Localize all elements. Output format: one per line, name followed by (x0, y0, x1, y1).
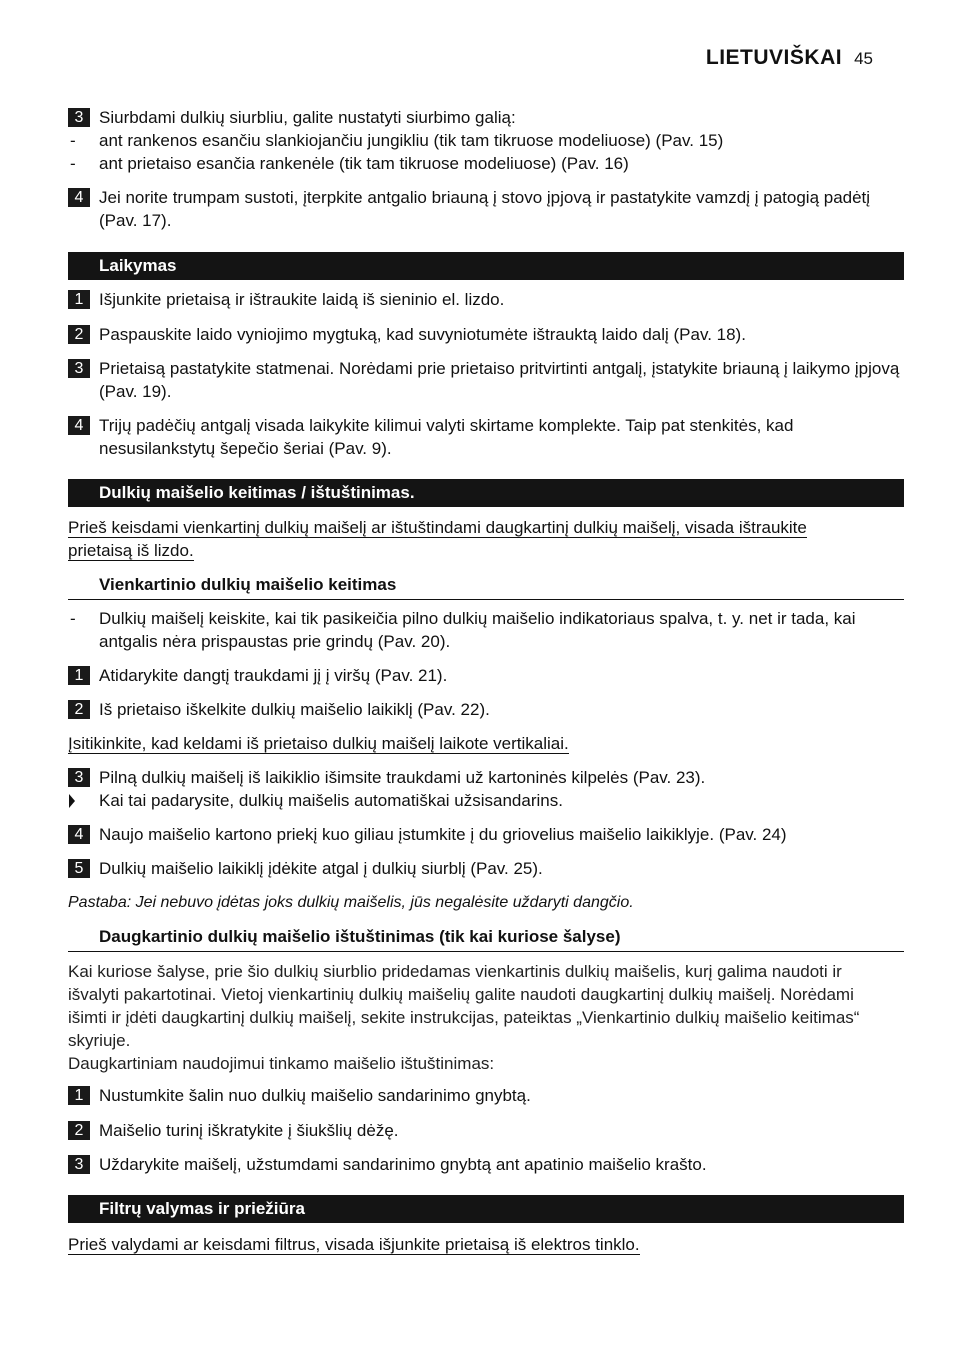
page-number: 45 (854, 49, 873, 68)
step-number: 2 (68, 325, 90, 344)
subsection-reusable-bag: Daugkartinio dulkių maišelio ištuštinimas (tik kai kuriose šalyse) (68, 925, 904, 952)
step-pause (68, 186, 904, 232)
result-text: Kai tai padarysite, dulkių maišelis automatiškai užsisandarins. (99, 791, 563, 810)
step-number: 4 (68, 825, 90, 844)
step-number: 3 (68, 768, 90, 787)
step-text: Iš prietaiso iškelkite dulkių maišelio laikiklį (Pav. 22). (99, 700, 490, 719)
dash-item (68, 129, 904, 152)
step-number: 1 (68, 666, 90, 685)
warning-filters (68, 1233, 873, 1256)
section-bar-dust-bag: Dulkių maišelio keitimas / ištuštinimas. (68, 479, 904, 507)
warning-text-inner: Prieš keisdami vienkartinį dulkių maišelį ar ištuštindami daugkartinį dulkių maišelį, visada ištraukite prietaisą iš lizdo. (68, 518, 807, 560)
step-number: 3 (68, 108, 90, 127)
step-text: Dulkių maišelio laikiklį įdėkite atgal į dulkių siurblį (Pav. 25). (99, 859, 543, 878)
step-number: 1 (68, 1086, 90, 1105)
reusable-step (68, 1084, 904, 1107)
disposable-step (68, 664, 904, 687)
disposable-step (68, 857, 904, 880)
result-item (68, 789, 904, 812)
disposable-step (68, 823, 904, 846)
step-number: 1 (68, 290, 90, 309)
storage-step (68, 323, 904, 346)
step-text: Maišelio turinį iškratykite į šiukšlių dėžę. (99, 1121, 399, 1140)
dash-item (68, 607, 904, 653)
step-number: 2 (68, 700, 90, 719)
warning-text (68, 516, 873, 562)
step-text: Nustumkite šalin nuo dulkių maišelio sandarinimo gnybtą. (99, 1086, 531, 1105)
disposable-step (68, 698, 904, 721)
dash-text: ant prietaiso esančia rankenėle (tik tam tikruose modeliuose) (Pav. 16) (99, 154, 629, 173)
step-suction-power (68, 106, 904, 129)
section-bar-filters: Filtrų valymas ir priežiūra (68, 1195, 904, 1223)
step-text: Naujo maišelio kartono priekį kuo giliau įstumkite į du griovelius maišelio laikiklyje. (Pav. 24) (99, 825, 787, 844)
step-text: Trijų padėčių antgalį visada laikykite kilimui valyti skirtame komplekte. Taip pat stenkitės, kad nesusilankstytų šepečio šeriai (Pav. 9). (99, 416, 794, 458)
step-number: 4 (68, 416, 90, 435)
step-text: Uždarykite maišelį, užstumdami sandarinimo gnybtą ant apatinio maišelio krašto. (99, 1155, 707, 1174)
step-text: Atidarykite dangtį traukdami jį į viršų (Pav. 21). (99, 666, 448, 685)
warning-vertical (68, 732, 873, 755)
dash-item (68, 152, 904, 175)
dash-text: Dulkių maišelį keiskite, kai tik pasikeičia pilno dulkių maišelio indikatoriaus spalva, t. y. net ir tada, kai antgalis nėra prispaustas prie grindų (Pav. 20). (99, 609, 856, 651)
step-number: 5 (68, 859, 90, 878)
reusable-intro: Kai kuriose šalyse, prie šio dulkių siurblio pridedamas vienkartinis dulkių maišelis, kurį galima naudoti ir išvalyti pakartotinai. Vietoj vienkartinių dulkių maišelių galite naudoti daugkartinį dulkių maišelį. Norėdami išimti ir įdėti daugkartinį dulkių maišelį, sekite instrukcijas, pateiktas „Vienkartinio dulkių maišelio keitimas“ skyriuje. (68, 962, 860, 1050)
warning-text: Prieš valydami ar keisdami filtrus, visada išjunkite prietaisą iš elektros tinklo. (68, 1235, 640, 1254)
section-bar-storage: Laikymas (68, 252, 904, 280)
storage-step (68, 414, 904, 460)
step-number: 3 (68, 359, 90, 378)
dash-text: ant rankenos esančiu slankiojančiu jungikliu (tik tam tikruose modeliuose) (Pav. 15) (99, 131, 724, 150)
reusable-step (68, 1119, 904, 1142)
step-text: Siurbdami dulkių siurbliu, galite nustatyti siurbimo galią: (99, 108, 516, 127)
step-text: Paspauskite laido vyniojimo mygtuką, kad suvyniotumėte ištrauktą laido dalį (Pav. 18). (99, 325, 746, 344)
disposable-step (68, 766, 904, 789)
note: Pastaba: Jei nebuvo įdėtas joks dulkių maišelis, jūs negalėsite uždaryti dangčio. (68, 894, 634, 911)
step-text: Jei norite trumpam sustoti, įterpkite antgalio briauną į stovo įpjovą ir pastatykite vamzdį į patogią padėtį (Pav. 17). (99, 188, 871, 230)
language-title: LIETUVIŠKAI (705, 46, 843, 69)
step-number: 2 (68, 1121, 90, 1140)
step-number: 3 (68, 1155, 90, 1174)
storage-step (68, 288, 904, 311)
step-number: 4 (68, 188, 90, 207)
warning-unplug (68, 516, 873, 562)
storage-step (68, 357, 904, 403)
step-text: Prietaisą pastatykite statmenai. Norėdami prie prietaiso pritvirtinti antgalį, įstatykite briauną į laikymo įpjovą (Pav. 19). (99, 359, 900, 401)
step-text: Pilną dulkių maišelį iš laikiklio išimsite traukdami už kartoninės kilpelės (Pav. 23). (99, 768, 706, 787)
subsection-disposable-bag: Vienkartinio dulkių maišelio keitimas (68, 573, 904, 600)
reusable-step (68, 1153, 904, 1176)
result-arrow-icon (69, 794, 75, 808)
page-header (706, 46, 873, 70)
warning-text: Įsitikinkite, kad keldami iš prietaiso dulkių maišelį laikote vertikaliai. (68, 734, 569, 753)
reusable-intro-2: Daugkartiniam naudojimui tinkamo maišelio ištuštinimas: (68, 1054, 495, 1073)
step-text: Išjunkite prietaisą ir ištraukite laidą iš sieninio el. lizdo. (99, 290, 505, 309)
